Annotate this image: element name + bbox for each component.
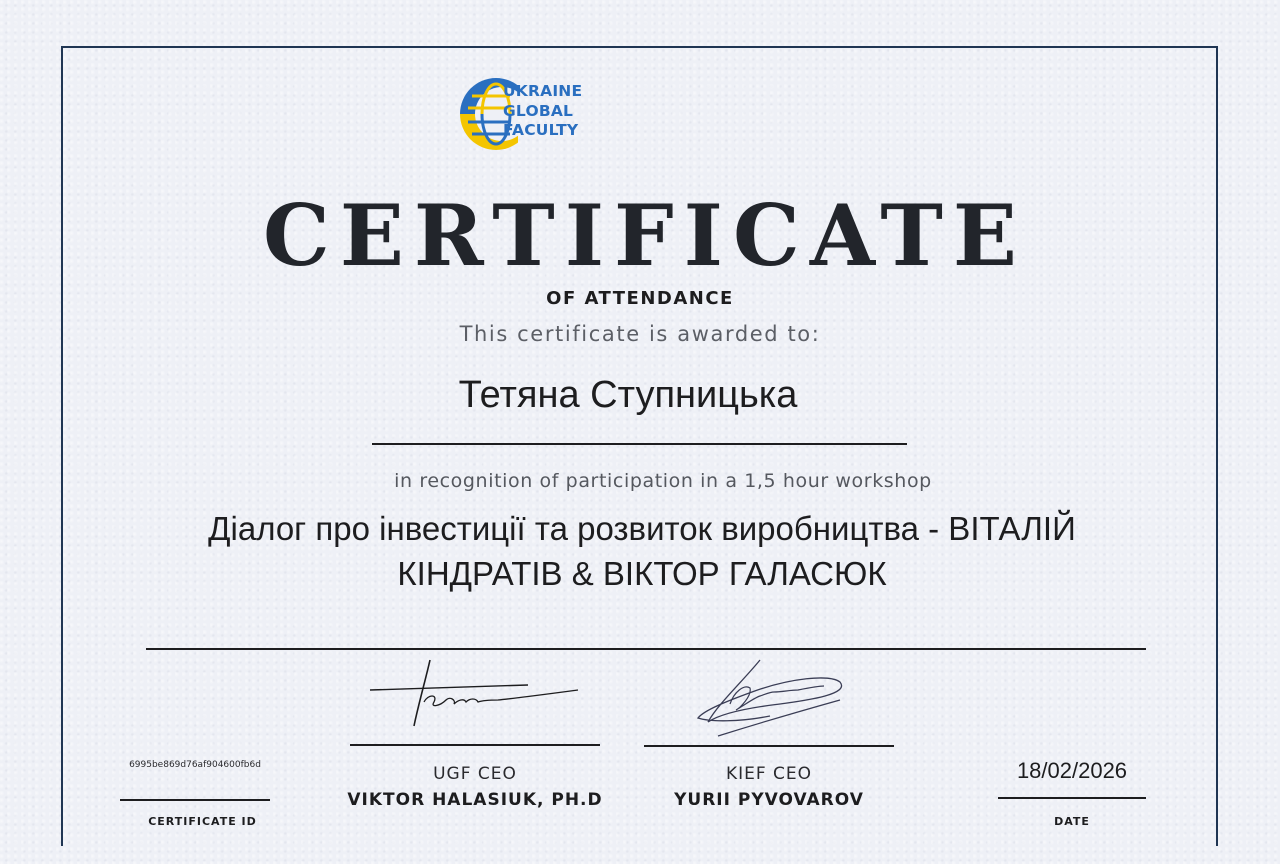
signer-role: KIEF CEO bbox=[725, 764, 813, 784]
signer-name: YURII PYVOVAROV bbox=[674, 790, 864, 810]
recognition-text: in recognition of participation in a 1,5 hour workshop bbox=[394, 470, 932, 492]
signature-ugf-ceo bbox=[368, 656, 583, 731]
divider bbox=[146, 648, 1146, 650]
certificate-title: CERTIFICATE bbox=[263, 186, 1027, 285]
signature-line bbox=[350, 744, 600, 746]
awarded-text: This certificate is awarded to: bbox=[459, 322, 821, 346]
logo-line: GLOBAL bbox=[503, 101, 574, 120]
workshop-title: Діалог про інвестиції та розвиток виробництва - ВІТАЛІЙ КІНДРАТІВ & ВІКТОР ГАЛАСЮК bbox=[208, 510, 1076, 592]
certificate-frame bbox=[61, 46, 1218, 846]
signature-kief-ceo bbox=[690, 652, 860, 742]
logo-line: FACULTY bbox=[503, 121, 579, 139]
certificate-id-value: 6995be869d76af904600fb6d bbox=[129, 760, 261, 770]
name-underline bbox=[372, 443, 907, 445]
date-label: DATE bbox=[1054, 815, 1090, 828]
signer-name: VIKTOR HALASIUK, PH.D bbox=[347, 790, 603, 810]
date-value: 18/02/2026 bbox=[1016, 758, 1128, 783]
logo-wordmark bbox=[503, 82, 582, 141]
signature-line bbox=[644, 745, 894, 747]
certificate-subtitle: OF ATTENDANCE bbox=[546, 288, 734, 309]
certificate-id-line bbox=[120, 799, 270, 801]
signer-role: UGF CEO bbox=[433, 764, 517, 784]
recipient-name: Тетяна Ступницька bbox=[458, 374, 798, 416]
date-line bbox=[998, 797, 1146, 799]
certificate-id-label: CERTIFICATE ID bbox=[148, 815, 257, 828]
logo-line: UKRAINE bbox=[503, 82, 583, 100]
